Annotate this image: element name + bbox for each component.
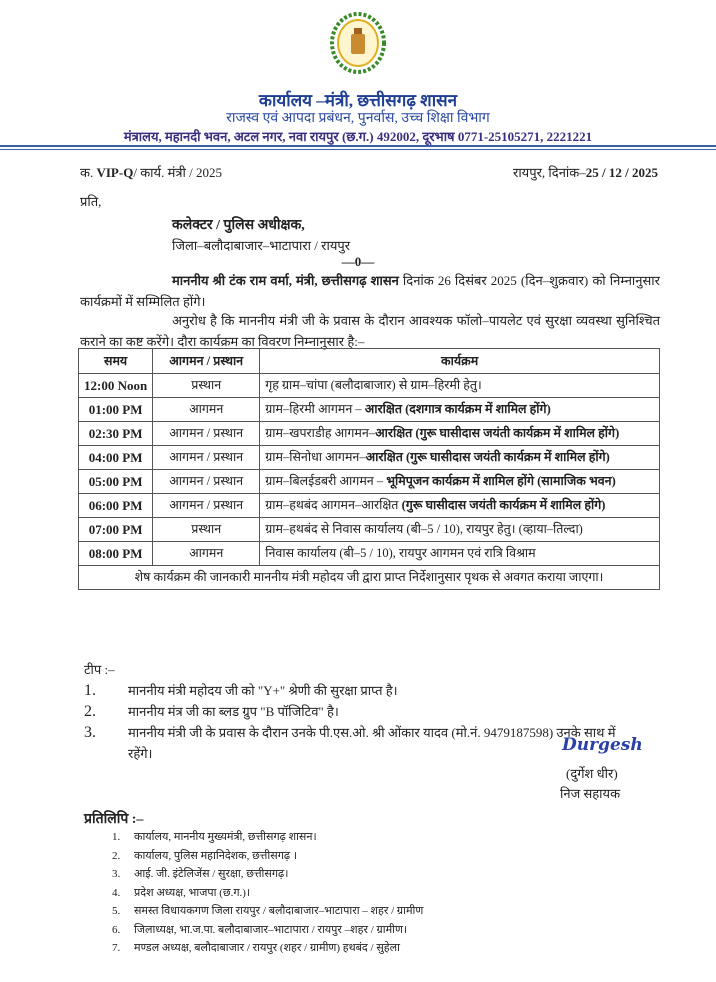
paragraph-1-text: दिनांक 26 दिसंबर 2025 (दिन–शुक्रवार) को निम्नानुसार कार्यक्रमों में सम्मिलित होंगे। bbox=[80, 273, 660, 309]
table-row bbox=[79, 470, 660, 494]
note-number: 1. bbox=[84, 682, 96, 699]
row-program bbox=[260, 446, 660, 470]
separator: —0— bbox=[341, 254, 375, 269]
table-row bbox=[79, 494, 660, 518]
copy-number: 3. bbox=[112, 868, 121, 880]
row-mode: आगमन / प्रस्थान bbox=[153, 446, 260, 470]
recipient-district: जिला–बलौदाबाजार–भाटापारा / रायपुर bbox=[172, 238, 351, 253]
row-mode: आगमन / प्रस्थान bbox=[153, 422, 260, 446]
copy-item bbox=[112, 865, 423, 884]
ref-rest: / कार्य. मंत्री / 2025 bbox=[133, 165, 223, 180]
row-time: 07:00 PM bbox=[79, 518, 153, 542]
row-mode: प्रस्थान bbox=[153, 518, 260, 542]
signatory-name: (दुर्गेश धीर) bbox=[566, 766, 618, 781]
table-row bbox=[79, 398, 660, 422]
program-segment: निवास कार्यालय (बी–5 / 10), रायपुर आगमन एवं रात्रि विश्राम bbox=[265, 546, 536, 560]
department-name: राजस्व एवं आपदा प्रबंधन, पुनर्वास, उच्च शिक्षा विभाग bbox=[226, 111, 490, 126]
copy-number: 2. bbox=[112, 849, 121, 862]
row-program bbox=[260, 422, 660, 446]
row-mode: आगमन / प्रस्थान bbox=[153, 470, 260, 494]
ref-prefix: क. bbox=[80, 165, 94, 180]
row-program bbox=[260, 398, 660, 422]
row-time: 08:00 PM bbox=[79, 542, 153, 566]
copy-item bbox=[112, 902, 423, 921]
row-program bbox=[260, 494, 660, 518]
note-text: माननीय मंत्री महोदय जी को "Y+" श्रेणी की सुरक्षा प्राप्त है। bbox=[128, 683, 398, 698]
header-time: समय bbox=[79, 349, 153, 374]
copies-list bbox=[112, 828, 423, 958]
note-text: माननीय मंत्र जी का ब्लड ग्रुप "B पॉजिटिव" है। bbox=[128, 704, 339, 719]
office-title: कार्यालय –मंत्री, छत्तीसगढ़ शासन bbox=[258, 91, 458, 110]
row-mode: आगमन / प्रस्थान bbox=[153, 494, 260, 518]
minister-name: माननीय श्री टंक राम वर्मा, मंत्री, छत्तीसगढ़ शासन bbox=[172, 273, 399, 288]
program-segment: गृह ग्राम–चांपा (बलौदाबाजार) से ग्राम–हिरमी हेतु। bbox=[265, 378, 482, 392]
row-mode: आगमन bbox=[153, 542, 260, 566]
program-segment: ग्राम–हिरमी आगमन – bbox=[265, 402, 365, 416]
reference-number bbox=[80, 163, 222, 181]
paragraph-2: अनुरोध है कि माननीय मंत्री जी के प्रवास के दौरान आवश्यक फॉलो–पायलेट एवं सुरक्षा व्यवस्था सुनिश्चित कराने का कष्ट करेंगे। दौरा कार्यक्रम का विवरण निम्नानुसार है:– bbox=[80, 313, 660, 349]
table-row bbox=[79, 374, 660, 398]
prati: प्रति, bbox=[80, 194, 102, 209]
row-time: 01:00 PM bbox=[79, 398, 153, 422]
paragraph-1 bbox=[80, 270, 660, 312]
row-time: 05:00 PM bbox=[79, 470, 153, 494]
ref-code: VIP-Q bbox=[96, 165, 134, 180]
note-number: 3. bbox=[84, 724, 96, 741]
copy-item bbox=[112, 884, 423, 903]
copy-text: मण्डल अध्यक्ष, बलौदाबाजार / रायपुर (शहर / ग्रामीण) हथबंद / सुहेला bbox=[134, 942, 400, 954]
copy-number: 4. bbox=[112, 886, 121, 899]
row-program bbox=[260, 542, 660, 566]
signature-image: Durgesh bbox=[562, 735, 643, 755]
letter-date bbox=[513, 163, 658, 181]
row-time: 04:00 PM bbox=[79, 446, 153, 470]
note-item bbox=[84, 722, 636, 764]
copy-number: 6. bbox=[112, 923, 121, 936]
table-row bbox=[79, 446, 660, 470]
copy-number: 7. bbox=[112, 942, 121, 954]
notes-list bbox=[84, 680, 636, 764]
row-program bbox=[260, 470, 660, 494]
table-row bbox=[79, 542, 660, 566]
government-emblem-icon bbox=[330, 12, 386, 74]
copy-text: जिलाध्यक्ष, भा.ज.पा. बलौदाबाजार–भाटापारा / रायपुर –शहर / ग्रामीण। bbox=[134, 923, 408, 936]
program-segment: भूमिपूजन कार्यक्रम में शामिल होंगे (सामाजिक भवन) bbox=[386, 474, 616, 488]
row-program bbox=[260, 518, 660, 542]
note-text: माननीय मंत्री जी के प्रवास के दौरान उनके पी.एस.ओ. श्री ओंकार यादव (मो.नं. 9479187598) उनके साथ में रहेंगे। bbox=[128, 725, 616, 761]
program-segment: ग्राम–बिलईडबरी आगमन – bbox=[265, 474, 387, 488]
row-program bbox=[260, 374, 660, 398]
copy-text: आई. जी. इंटेलिजेंस / सुरक्षा, छत्तीसगढ़। bbox=[134, 868, 289, 880]
note-item bbox=[84, 701, 636, 722]
note-item bbox=[84, 680, 636, 701]
program-segment: ग्राम–हथबंद आगमन–आरक्षित bbox=[265, 498, 402, 512]
copies-heading: प्रतिलिपि :– bbox=[84, 812, 144, 827]
header-divider bbox=[0, 145, 716, 150]
note-number: 2. bbox=[84, 703, 96, 720]
copy-text: कार्यालय, माननीय मुख्यमंत्री, छत्तीसगढ़ शासन। bbox=[134, 831, 317, 843]
header-program: कार्यक्रम bbox=[260, 349, 660, 374]
program-segment: (गुरू घासीदास जयंती कार्यक्रम में शामिल होंगे) bbox=[401, 498, 606, 512]
table-row bbox=[79, 518, 660, 542]
signatory-designation: निज सहायक bbox=[560, 786, 621, 801]
row-time: 06:00 PM bbox=[79, 494, 153, 518]
copy-item bbox=[112, 939, 423, 958]
office-address: मंत्रालय, महानदी भवन, अटल नगर, नवा रायपुर (छ.ग.) 492002, दूरभाष 0771-25105271, 2221221 bbox=[123, 129, 593, 144]
program-segment: आरक्षित (गुरू घासीदास जयंती कार्यक्रम में शामिल होंगे) bbox=[375, 426, 620, 440]
copy-item bbox=[112, 921, 423, 940]
schedule-table bbox=[78, 348, 660, 590]
copy-text: कार्यालय, पुलिस महानिदेशक, छत्तीसगढ़ । bbox=[134, 849, 297, 862]
date-label: रायपुर, दिनांक– bbox=[513, 165, 586, 180]
program-segment: आरक्षित (गुरू घासीदास जयंती कार्यक्रम में शामिल होंगे) bbox=[365, 450, 610, 464]
date-value: 25 / 12 / 2025 bbox=[585, 165, 658, 180]
notes-heading: टीप :– bbox=[84, 662, 115, 677]
program-segment: ग्राम–सिनोधा आगमन– bbox=[265, 450, 366, 464]
copy-text: प्रदेश अध्यक्ष, भाजपा (छ.ग.)। bbox=[134, 886, 251, 899]
copy-item bbox=[112, 828, 423, 847]
table-row bbox=[79, 422, 660, 446]
program-segment: आरक्षित (दशगात्र कार्यक्रम में शामिल होंगे) bbox=[364, 402, 551, 416]
row-time: 12:00 Noon bbox=[79, 374, 153, 398]
copy-text: समस्त विधायकगण जिला रायपुर / बलौदाबाजार–भाटापारा – शहर / ग्रामीण bbox=[134, 905, 424, 917]
row-mode: प्रस्थान bbox=[153, 374, 260, 398]
recipient: कलेक्टर / पुलिस अधीक्षक, bbox=[172, 218, 305, 233]
row-time: 02:30 PM bbox=[79, 422, 153, 446]
copy-number: 1. bbox=[112, 831, 121, 843]
header-mode: आगमन / प्रस्थान bbox=[153, 349, 260, 374]
row-mode: आगमन bbox=[153, 398, 260, 422]
copy-number: 5. bbox=[112, 905, 121, 917]
table-footer-note: शेष कार्यक्रम की जानकारी माननीय मंत्री महोदय जी द्वारा प्राप्त निर्देशानुसार पृथक से अवगत कराया जाएगा। bbox=[79, 566, 660, 590]
copy-item bbox=[112, 847, 423, 866]
program-segment: ग्राम–हथबंद से निवास कार्यालय (बी–5 / 10), रायपुर हेतु। (व्हाया–तिल्दा) bbox=[265, 522, 583, 536]
program-segment: ग्राम–खपराडीह आगमन– bbox=[265, 426, 376, 440]
